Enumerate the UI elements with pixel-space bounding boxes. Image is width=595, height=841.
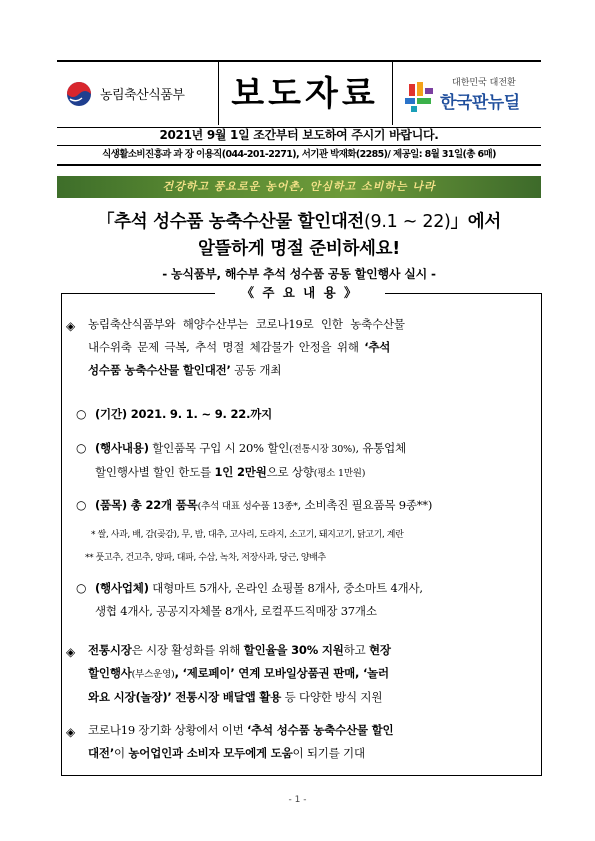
item4-text-a: , 소비촉진 필요품목 9종**) xyxy=(297,498,433,512)
item7-text-b2: 이 되기를 기대 xyxy=(292,746,365,760)
item3-text-a: 할인품목 구입 시 20% 할인 xyxy=(148,441,290,455)
item6-bold-a2: 할인율을 30% 지원 xyxy=(243,643,344,657)
key-points-title: 《 주 요 내 용 》 xyxy=(215,285,385,301)
item3-small-b: (평소 1만원) xyxy=(313,468,366,479)
item6-small-b: (부스운영) xyxy=(131,669,175,680)
item3-text-b2: 으로 상향 xyxy=(266,465,314,479)
headline-line1-c: 」에서 xyxy=(450,212,501,232)
subtitle: - 농식품부, 해수부 추석 성수품 공동 할인행사 실시 - xyxy=(162,267,436,281)
item7-bold-b: 대전’ xyxy=(88,746,114,760)
headline-dates: (9.1 ~ 22) xyxy=(364,212,451,232)
item1-line2: 내수위축 문제 극복, 추석 명절 체감물가 안정을 위해 xyxy=(88,340,365,354)
ministry-name: 농림축산식품부 xyxy=(100,88,185,103)
list-item xyxy=(95,577,535,623)
item1-line1: 농림축산식품부와 해양수산부는 코로나19로 인한 농축수산물 xyxy=(88,317,405,331)
item6-text-a: 은 시장 활성화를 위해 xyxy=(131,643,244,657)
item1-bold-a: ‘추석 xyxy=(364,340,391,354)
bullet-circle-icon: ○ xyxy=(76,498,87,512)
contact-info: 식생활소비진흥과 과 장 이용직(044-201-2271), 서기관 박재화(2285)/ 제공일: 8월 31일(총 6매) xyxy=(57,146,541,166)
item6-bold-b2: , ‘제로페이’ 연계 모바일상품권 판매, ‘놀러 xyxy=(174,666,389,680)
list-item xyxy=(95,494,432,518)
headline xyxy=(57,209,541,263)
page-number: - 1 - xyxy=(288,795,307,805)
list-item xyxy=(88,719,536,765)
bullet-circle-icon: ○ xyxy=(76,581,87,595)
item4-label: (품목) 총 22개 품목 xyxy=(95,498,198,512)
bullet-diamond-icon: ◈ xyxy=(66,319,76,333)
item6-text-c: 등 다양한 방식 지원 xyxy=(281,690,383,704)
item5-label: (행사업체) xyxy=(95,581,149,595)
item4-footnote-1: * 쌀, 사과, 배, 감(곶감), 무, 밤, 대추, 고사리, 도라지, 소고기, 돼지고기, 닭고기, 계란 xyxy=(91,530,404,540)
item6-bold-a3: 현장 xyxy=(368,643,391,657)
list-item xyxy=(95,437,535,485)
korean-new-deal-logo-icon xyxy=(401,80,439,114)
newdeal-tagline: 대한민국 대전환 xyxy=(452,78,516,88)
item2-period: (기간) 2021. 9. 1. ~ 9. 22.까지 xyxy=(95,407,273,421)
item4-footnote-2: ** 풋고추, 건고추, 양파, 대파, 수삼, 녹차, 저장사과, 당근, 양배추 xyxy=(85,553,326,563)
item6-bold-c: 와요 시장(놀장)’ 전통시장 배달앱 활용 xyxy=(88,690,282,704)
item7-text-a: 코로나19 장기화 상황에서 이번 xyxy=(88,723,247,737)
item7-bold-b2: 농어업인과 소비자 모두에게 도움 xyxy=(128,746,293,760)
slogan-text: 건강하고 풍요로운 농어촌, 안심하고 소비하는 나라 xyxy=(162,180,436,193)
item4-small-a: (추석 대표 성수품 13종* xyxy=(197,501,298,512)
list-item xyxy=(88,313,536,382)
item3-text-a2: , 유통업체 xyxy=(355,441,406,455)
bullet-circle-icon: ○ xyxy=(76,407,87,421)
item3-label: (행사내용) xyxy=(95,441,149,455)
item3-small-a: (전통시장 30%) xyxy=(289,444,356,455)
item7-bold-a: ‘추석 성수품 농축수산물 할인 xyxy=(246,723,394,737)
page-title: 보도자료 xyxy=(231,74,379,114)
newdeal-name: 한국판뉴딜 xyxy=(440,93,520,113)
item6-bold-b: 할인행사 xyxy=(88,666,132,680)
bullet-circle-icon: ○ xyxy=(76,441,87,455)
government-emblem-icon xyxy=(66,81,92,107)
item3-bold-b: 1인 2만원 xyxy=(214,465,267,479)
bullet-diamond-icon: ◈ xyxy=(66,725,76,739)
item7-text-b: 이 xyxy=(114,746,129,760)
embargo-notice: 2021년 9월 1일 조간부터 보도하여 주시기 바랍니다. xyxy=(57,125,541,146)
item6-text-a3: 하고 xyxy=(343,643,369,657)
item6-bold-a: 전통시장 xyxy=(88,643,132,657)
headline-line2: 알뜰하게 명절 준비하세요! xyxy=(198,239,400,259)
item1-bold-b: 성수품 농축수산물 할인대전’ xyxy=(88,363,231,377)
item5-text-b: 생협 4개사, 공공지자체몰 8개사, 로컬푸드직매장 37개소 xyxy=(95,604,377,618)
item3-text-b: 할인행사별 할인 한도를 xyxy=(95,465,215,479)
headline-line1-a: 「추석 성수품 농축수산물 할인대전 xyxy=(96,212,365,232)
list-item xyxy=(95,403,272,426)
item5-text-a: 대형마트 5개사, 온라인 쇼핑몰 8개사, 중소마트 4개사, xyxy=(148,581,423,595)
item1-line3: 공동 개최 xyxy=(230,363,282,377)
bullet-diamond-icon: ◈ xyxy=(66,645,76,659)
list-item xyxy=(88,639,536,709)
